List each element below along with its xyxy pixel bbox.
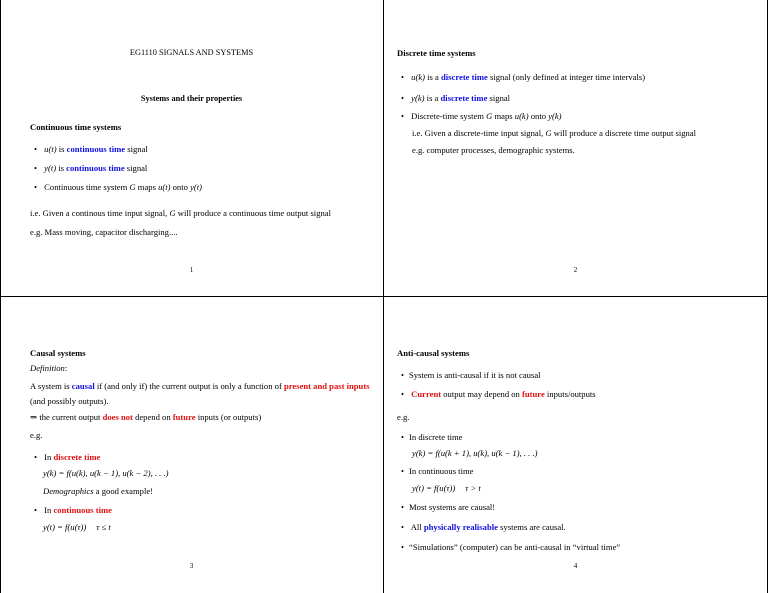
text: depend on xyxy=(132,412,173,422)
text: the current output xyxy=(37,412,103,422)
math-u-t: u(t) xyxy=(44,144,57,154)
slide-1-bullet-3 xyxy=(34,182,202,192)
slide-2-heading: Discrete time systems xyxy=(397,48,476,58)
slide-3-definition-cont: (and possibly outputs). xyxy=(30,396,109,406)
math-u-t: u(t) xyxy=(158,182,171,192)
slide-1-subtitle: Systems and their properties xyxy=(140,94,243,103)
highlight-does-not: does not xyxy=(102,412,133,422)
text: In xyxy=(44,505,54,515)
highlight-future: future xyxy=(522,389,545,399)
math-u-k: u(k) xyxy=(514,111,529,121)
highlight-discrete-time: discrete time xyxy=(440,93,488,103)
slide-3-bullet-2 xyxy=(34,505,112,515)
text: a good example! xyxy=(93,486,154,496)
math-G: G xyxy=(486,111,493,121)
text: systems are causal. xyxy=(497,522,566,532)
highlight-continuous-time: continuous time xyxy=(53,505,112,515)
slide-4 xyxy=(384,297,767,593)
text: is xyxy=(56,163,67,173)
highlight-discrete-time: discrete time xyxy=(441,72,488,82)
text: is a xyxy=(425,72,442,82)
highlight-current: Current xyxy=(411,389,442,399)
text: In xyxy=(44,452,54,462)
slide-3-definition-label xyxy=(30,363,67,373)
slide-4-bullet-6 xyxy=(401,522,566,532)
text: if (and only if) the current output is only a function of xyxy=(94,381,284,391)
highlight-causal: causal xyxy=(71,381,95,391)
slide-3-eg: e.g. xyxy=(30,430,43,440)
text: signal (only defined at integer time intervals) xyxy=(487,72,646,82)
text: Definition xyxy=(30,363,65,373)
math-y-k: y(k) xyxy=(548,111,562,121)
math-y-t: y(t) xyxy=(44,163,57,173)
slide-2-page-number: 2 xyxy=(573,266,578,274)
math-G: G xyxy=(169,208,176,218)
slide-2-bullet-2 xyxy=(401,93,510,103)
slide-1-bullet-1 xyxy=(34,144,148,154)
slide-4-eg: e.g. xyxy=(397,412,410,422)
text: output may depend on xyxy=(441,389,523,399)
text: signal xyxy=(125,144,148,154)
math-G: G xyxy=(129,182,136,192)
slide-3-demographics xyxy=(43,486,153,496)
slide-3-heading: Causal systems xyxy=(30,348,86,358)
text: i.e. Given a continous time input signal, xyxy=(30,208,170,218)
slide-4-equation-2 xyxy=(412,483,481,493)
slide-4-page-number: 4 xyxy=(573,562,578,570)
text: will produce a discrete time output signal xyxy=(551,128,697,138)
slide-2-bullet-3 xyxy=(401,111,562,121)
math-u-k: u(k) xyxy=(411,72,426,82)
slide-3-definition xyxy=(30,381,370,391)
text: will produce a continuous time output signal xyxy=(175,208,331,218)
slide-1-bullet-2 xyxy=(34,163,147,173)
highlight-discrete-time: discrete time xyxy=(53,452,101,462)
text: inputs/outputs xyxy=(544,389,596,399)
math-G: G xyxy=(545,128,552,138)
slide-2 xyxy=(384,0,767,296)
slide-1-title: EG1110 SIGNALS AND SYSTEMS xyxy=(129,48,254,57)
slide-1 xyxy=(0,0,383,296)
text: A system is xyxy=(30,381,72,391)
slide-2-eg: e.g. computer processes, demographic systems. xyxy=(412,145,575,155)
text: All xyxy=(410,522,424,532)
text: τ > t xyxy=(465,483,481,493)
slide-4-bullet-5: • Most systems are causal! xyxy=(401,502,495,512)
slide-1-ie xyxy=(30,208,331,218)
text: is a xyxy=(424,93,441,103)
text: maps xyxy=(492,111,515,121)
implies-icon: ⇒ xyxy=(30,412,38,422)
slide-4-bullet-2 xyxy=(401,389,596,399)
text: signal xyxy=(124,163,148,173)
math-y-k: y(k) xyxy=(411,93,425,103)
text: Discrete-time system xyxy=(411,111,487,121)
slide-3 xyxy=(0,297,383,593)
text: τ ≤ t xyxy=(96,522,111,532)
slide-3-equation-2 xyxy=(43,522,111,532)
slide-3-bullet-1 xyxy=(34,452,100,462)
slide-4-bullet-1: • System is anti-causal if it is not causal xyxy=(401,370,541,380)
slide-3-implies xyxy=(30,412,261,422)
text: : xyxy=(64,363,68,373)
slide-4-heading: Anti-causal systems xyxy=(397,348,470,358)
text: y(t) = f(u(τ)) xyxy=(43,522,87,532)
slide-1-page-number: 1 xyxy=(189,266,194,274)
slide-4-equation-1: y(k) = f(u(k + 1), u(k), u(k − 1), . . .) xyxy=(412,448,538,458)
text: maps xyxy=(135,182,159,192)
text: y(t) = f(u(τ)) xyxy=(412,483,456,493)
math-y-t: y(t) xyxy=(190,182,202,192)
text: i.e. Given a discrete-time input signal, xyxy=(412,128,546,138)
text: is xyxy=(56,144,67,154)
text: onto xyxy=(170,182,191,192)
highlight-future: future xyxy=(172,412,196,422)
slide-3-page-number: 3 xyxy=(189,562,194,570)
highlight-physically-realisable: physically realisable xyxy=(423,522,498,532)
text: inputs (or outputs) xyxy=(195,412,262,422)
slide-4-bullet-4: • In continuous time xyxy=(401,466,473,476)
slide-4-bullet-7: • “Simulations” (computer) can be anti-causal in “virtual time” xyxy=(401,542,620,552)
highlight-continuous-time: continuous time xyxy=(66,144,126,154)
slide-3-equation-1: y(k) = f(u(k), u(k − 1), u(k − 2), . . .) xyxy=(43,468,169,478)
text: onto xyxy=(528,111,549,121)
slide-4-bullet-3: • In discrete time xyxy=(401,432,462,442)
text: signal xyxy=(487,93,511,103)
slide-2-bullet-1 xyxy=(401,72,645,82)
highlight-continuous-time: continuous time xyxy=(66,163,125,173)
highlight-present-and-past: present and past inputs xyxy=(283,381,370,391)
text: Continuous time system xyxy=(44,182,130,192)
text: Demographics xyxy=(43,486,94,496)
slide-2-ie xyxy=(412,128,696,138)
slide-1-heading: Continuous time systems xyxy=(30,122,122,132)
slide-1-eg: e.g. Mass moving, capacitor discharging.... xyxy=(30,227,178,237)
